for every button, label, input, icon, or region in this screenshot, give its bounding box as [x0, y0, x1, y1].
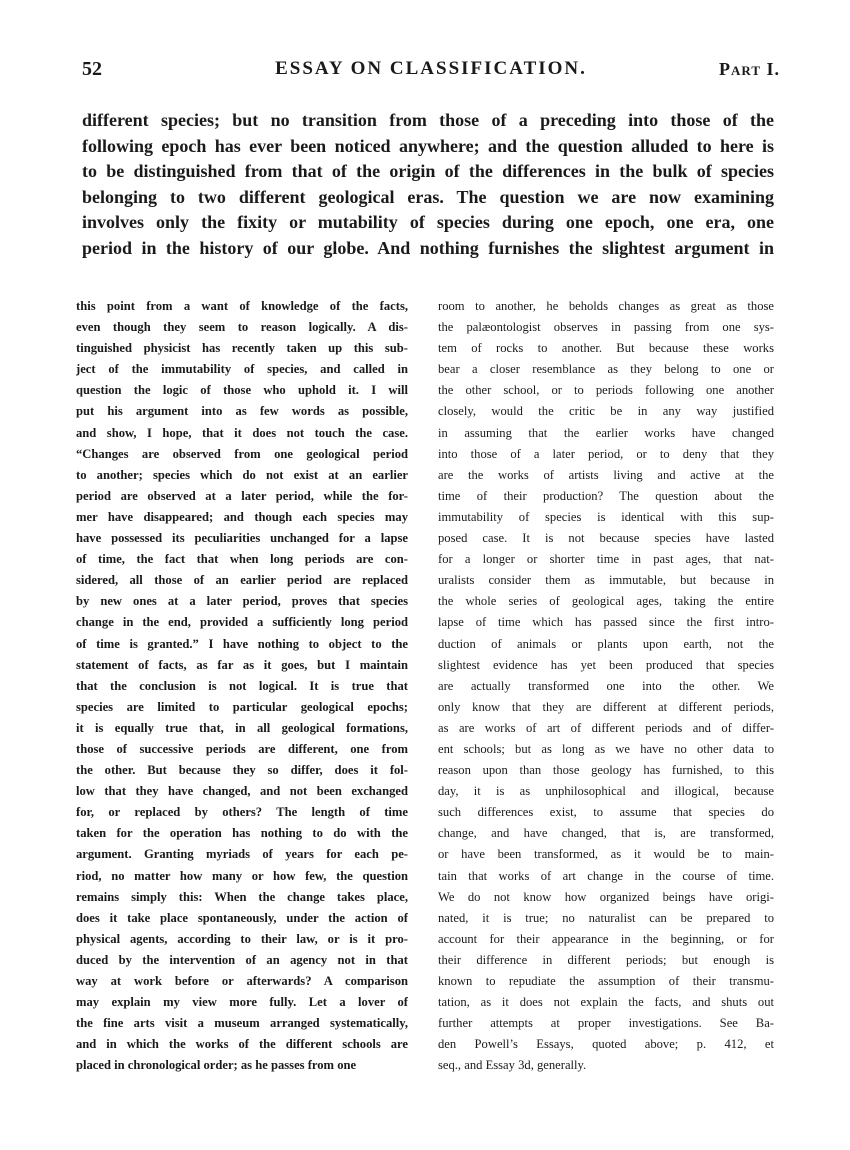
footnote-line: ent schools; but as long as we have no other data to — [438, 741, 774, 756]
footnote-line: seq., and Essay 3d, generally. — [438, 1058, 587, 1073]
footnote-line: way at work before or afterwards? A comparison — [76, 974, 408, 988]
footnote-line: statement of facts, as far as it goes, but I maintain — [76, 657, 408, 672]
footnote-line: change, and have changed, that is, are transformed, — [438, 826, 774, 841]
footnote-line: as are works of art of different periods and of differ- — [438, 720, 774, 735]
footnote-line: the other. But because they so differ, does it fol- — [76, 763, 408, 778]
footnote-line: such differences exist, to assume that species do — [438, 805, 774, 820]
footnote-line: are actually transformed one into the other. We — [438, 678, 774, 693]
footnote-line: does it take place spontaneously, under the action of — [76, 910, 408, 925]
footnote-line: those of successive periods are different, one from — [76, 741, 408, 756]
main-text — [82, 108, 774, 261]
part-label: Part I. — [719, 59, 780, 79]
text-line: following epoch has ever been noticed anywhere; and the question alluded to here is — [82, 135, 774, 156]
text-line: period in the history of our globe. And nothing furnishes the slightest argument in — [82, 237, 774, 258]
footnote-line: question the logic of those who uphold it. I will — [76, 383, 408, 398]
footnote-line: for a longer or shorter time in past ages, that nat- — [438, 552, 774, 567]
footnote-line: placed in chronological order; as he passes from one — [76, 1058, 357, 1073]
footnote-line: low that they have changed, and not been exchanged — [76, 784, 408, 799]
footnote-line: put his argument into as few words as possible, — [76, 404, 408, 419]
text-line: different species; but no transition from those of a preceding into those of the — [82, 110, 774, 130]
footnote-line: are the works of artists living and active at the — [438, 467, 774, 482]
footnote-line: reason upon than those geology has furnished, to this — [438, 763, 774, 778]
footnote-line: in assuming that the earlier works have changed — [438, 425, 774, 440]
footnote-line: may explain my view more fully. Let a lover of — [76, 995, 408, 1010]
footnote-left-column — [76, 296, 408, 1076]
footnote-line: immutability of species is identical with this sup- — [438, 509, 774, 524]
footnote-line: period are observed at a later period, while the for- — [76, 488, 408, 503]
footnote-line: their difference in different periods; but enough is — [438, 952, 774, 967]
footnote-line: tain that works of art change in the course of time. — [438, 868, 774, 883]
footnote-line: tem of rocks to another. But because these works — [438, 341, 774, 356]
footnote-line: uralists consider them as immutable, but because in — [438, 573, 774, 588]
footnote-line: by new ones at a later period, proves that species — [76, 594, 408, 609]
footnote-line: into those of a later period, or to deny that they — [438, 446, 774, 461]
footnote-line: sidered, all those of an earlier period are replaced — [76, 573, 408, 588]
footnote-line: time of their production? The question about the — [438, 488, 774, 503]
footnote-line: account for their appearance in the beginning, or for — [438, 931, 774, 946]
footnote-line: the palæontologist observes in passing from one sys- — [438, 320, 774, 335]
footnote-line: even though they seem to reason logically. A dis- — [76, 320, 408, 335]
footnote-line: duced by the intervention of an agency not in that — [76, 952, 408, 967]
page-header — [82, 58, 780, 88]
footnote-line: remains simply this: When the change takes place, — [76, 889, 408, 904]
footnote-line: species are limited to particular geological epochs; — [76, 699, 408, 714]
footnote-line: or have been transformed, as it would be to main- — [438, 847, 774, 862]
footnote-line: tinguished physicist has recently taken up this sub- — [76, 341, 408, 356]
footnote-line: that the conclusion is not logical. It is true that — [76, 678, 408, 693]
footnote-line: and in which the works of the different schools are — [76, 1037, 408, 1052]
footnote-line: day, it is as unphilosophical and illogical, because — [438, 784, 774, 799]
footnote-line: argument. Granting myriads of years for each pe- — [76, 847, 408, 862]
footnote-line: closely, would the critic be in any way justified — [438, 404, 774, 419]
page-number: 52 — [82, 58, 102, 80]
footnote-line: “Changes are observed from one geological period — [76, 446, 408, 461]
footnote-line: only know that they are different at different periods, — [438, 699, 774, 714]
footnote-line: to another; species which do not exist at an earlier — [76, 467, 408, 482]
footnote-line: lapse of time which has passed since the first intro- — [438, 615, 774, 630]
footnote-line: room to another, he beholds changes as great as those — [438, 299, 774, 313]
text-line: belonging to two different geological eras. The question we are now examining — [82, 186, 774, 207]
footnote-line: posed case. It is not because species have lasted — [438, 531, 774, 546]
footnote-line: slightest evidence has yet been produced that species — [438, 657, 774, 672]
footnote-line: duction of animals or plants upon earth, not the — [438, 636, 774, 651]
footnote-right-column — [438, 296, 774, 1076]
footnote-line: of time, the fact that when long periods are con- — [76, 552, 408, 567]
footnote-line: the other school, or to periods following one another — [438, 383, 774, 398]
footnote-line: this point from a want of knowledge of the facts, — [76, 299, 408, 313]
footnote-line: change in the end, provided a sufficiently long period — [76, 615, 408, 630]
text-line: to be distinguished from that of the origin of the differences in the bulk of species — [82, 161, 774, 181]
footnote-line: nated, it is true; no naturalist can be prepared to — [438, 910, 774, 925]
footnote-line: mer have disappeared; and though each species may — [76, 509, 408, 524]
footnote-line: ject of the immutability of species, and called in — [76, 362, 408, 377]
running-title: ESSAY ON CLASSIFICATION. — [275, 58, 587, 79]
footnote-line: den Powell’s Essays, quoted above; p. 412, et — [438, 1037, 774, 1052]
footnote-line: tation, as it does not explain the facts, and shuts out — [438, 995, 774, 1010]
footnote-line: further attempts at proper investigations. See Ba- — [438, 1016, 774, 1031]
footnote-line: We do not know how organized beings have origi- — [438, 889, 774, 904]
footnote-line: and show, I hope, that it does not touch the case. — [76, 425, 408, 440]
footnote-line: the whole series of geological ages, taking the entire — [438, 594, 774, 609]
footnote-line: bear a closer resemblance as they belong to one or — [438, 362, 774, 377]
text-line: involves only the fixity or mutability of species during one epoch, one era, one — [82, 212, 774, 232]
footnote-line: the fine arts visit a museum arranged systematically, — [76, 1016, 408, 1031]
footnote-line: riod, no matter how many or how few, the question — [76, 868, 408, 883]
footnote-line: have possessed its peculiarities unchanged for a lapse — [76, 531, 408, 546]
footnote-line: taken for the operation has nothing to do with the — [76, 826, 408, 841]
footnote-line: known to repudiate the assumption of their transmu- — [438, 974, 774, 988]
footnote-line: of time is granted.” I have nothing to object to the — [76, 636, 408, 651]
footnote-line: for, or replaced by others? The length of time — [76, 805, 408, 820]
footnote-line: it is equally true that, in all geological formations, — [76, 720, 408, 735]
footnote-line: physical agents, according to their law, or is it pro- — [76, 931, 408, 946]
